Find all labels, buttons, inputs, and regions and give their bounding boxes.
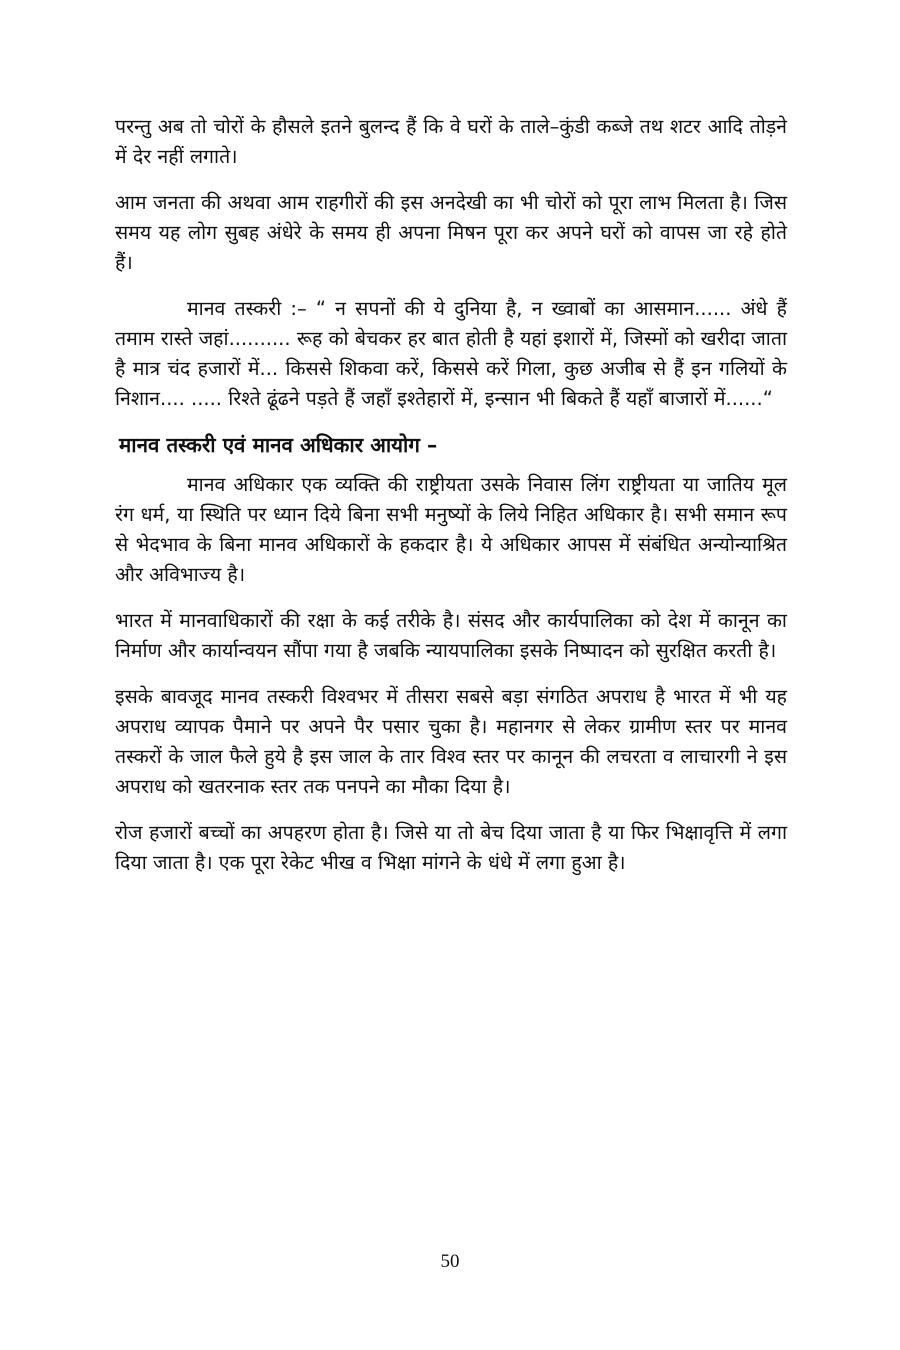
page-number: 50 bbox=[440, 1251, 460, 1272]
paragraph-organized-crime: इसके बावजूद मानव तस्करी विश्वभर में तीसरा सबसे बड़ा संगठित अपराध है भारत में भी यह अपराध व्यापक पैमाने पर अपने पैर पसार चुका है। महानगर से लेकर ग्रामीण स्तर पर मानव तस्करों के जाल फैले हुये है इस जाल के तार विश्व स्तर पर कानून की लचरता व लाचारगी ने इस अपराध को खतरनाक स्तर तक पनपने का मौका दिया है। bbox=[115, 685, 787, 798]
paragraph-public-negligence: आम जनता की अथवा आम राहगीरों की इस अनदेखी का भी चोरों को पूरा लाभ मिलता है। जिस समय यह लोग सुबह अंधेरे के समय ही अपना मिषन पूरा कर अपने घरों को वापस जा रहे होते हैं। bbox=[115, 191, 787, 274]
page-body bbox=[115, 112, 787, 894]
paragraph-child-abduction: रोज हजारों बच्चों का अपहरण होता है। जिसे या तो बेच दिया जाता है या फिर भिक्षावृत्ति में लगा दिया जाता है। एक पूरा रेकेट भीख व भिक्षा मांगने के धंधे में लगा हुआ है। bbox=[115, 821, 787, 874]
paragraph-human-rights-definition: मानव अधिकार एक व्यक्ति की राष्ट्रीयता उसके निवास लिंग राष्ट्रीयता या जातिय मूल रंग धर्म, या स्थिति पर ध्यान दिये बिना सभी मनुष्यों के लिये निहित अधिकार है। सभी समान रूप से भेदभाव के बिना मानव अधिकारों के हकदार है। ये अधिकार आपस में संबंधित अन्योन्याश्रित और अविभाज्य है। bbox=[115, 473, 787, 586]
section-heading: मानव तस्करी एवं मानव अधिकार आयोग – bbox=[119, 433, 438, 457]
paragraph-rights-protection-india: भारत में मानवाधिकारों की रक्षा के कई तरीके है। संसद और कार्यपालिका को देश में कानून का निर्माण और कार्यान्वयन सौंपा गया है जबकि न्यायपालिका इसके निष्पादन को सुरक्षित करती है। bbox=[115, 609, 787, 662]
paragraph-locks-broken: परन्तु अब तो चोरों के हौसले इतने बुलन्द हैं कि वे घरों के ताले–कुंडी कब्जे तथ शटर आदि तोड़ने में देर नहीं लगाते। bbox=[115, 115, 787, 168]
paragraph-human-trafficking-quote: मानव तस्करी :– “ न सपनों की ये दुनिया है, न ख्वाबों का आसमान...... अंधे हैं तमाम रास्ते जहां.......... रूह को बेचकर हर बात होती है यहां इशारों में, जिस्मों को खरीदा जाता है मात्र चंद हजारों में... किससे शिकवा करें, किससे करें गिला, कुछ अजीब से हैं इन गलियों के निशान.... ..... रिश्ते ढूंढने पड़ते हैं जहाँ इश्तेहारों में, इन्सान भी बिकते हैं यहाँ बाजारों में......“ bbox=[115, 297, 787, 410]
